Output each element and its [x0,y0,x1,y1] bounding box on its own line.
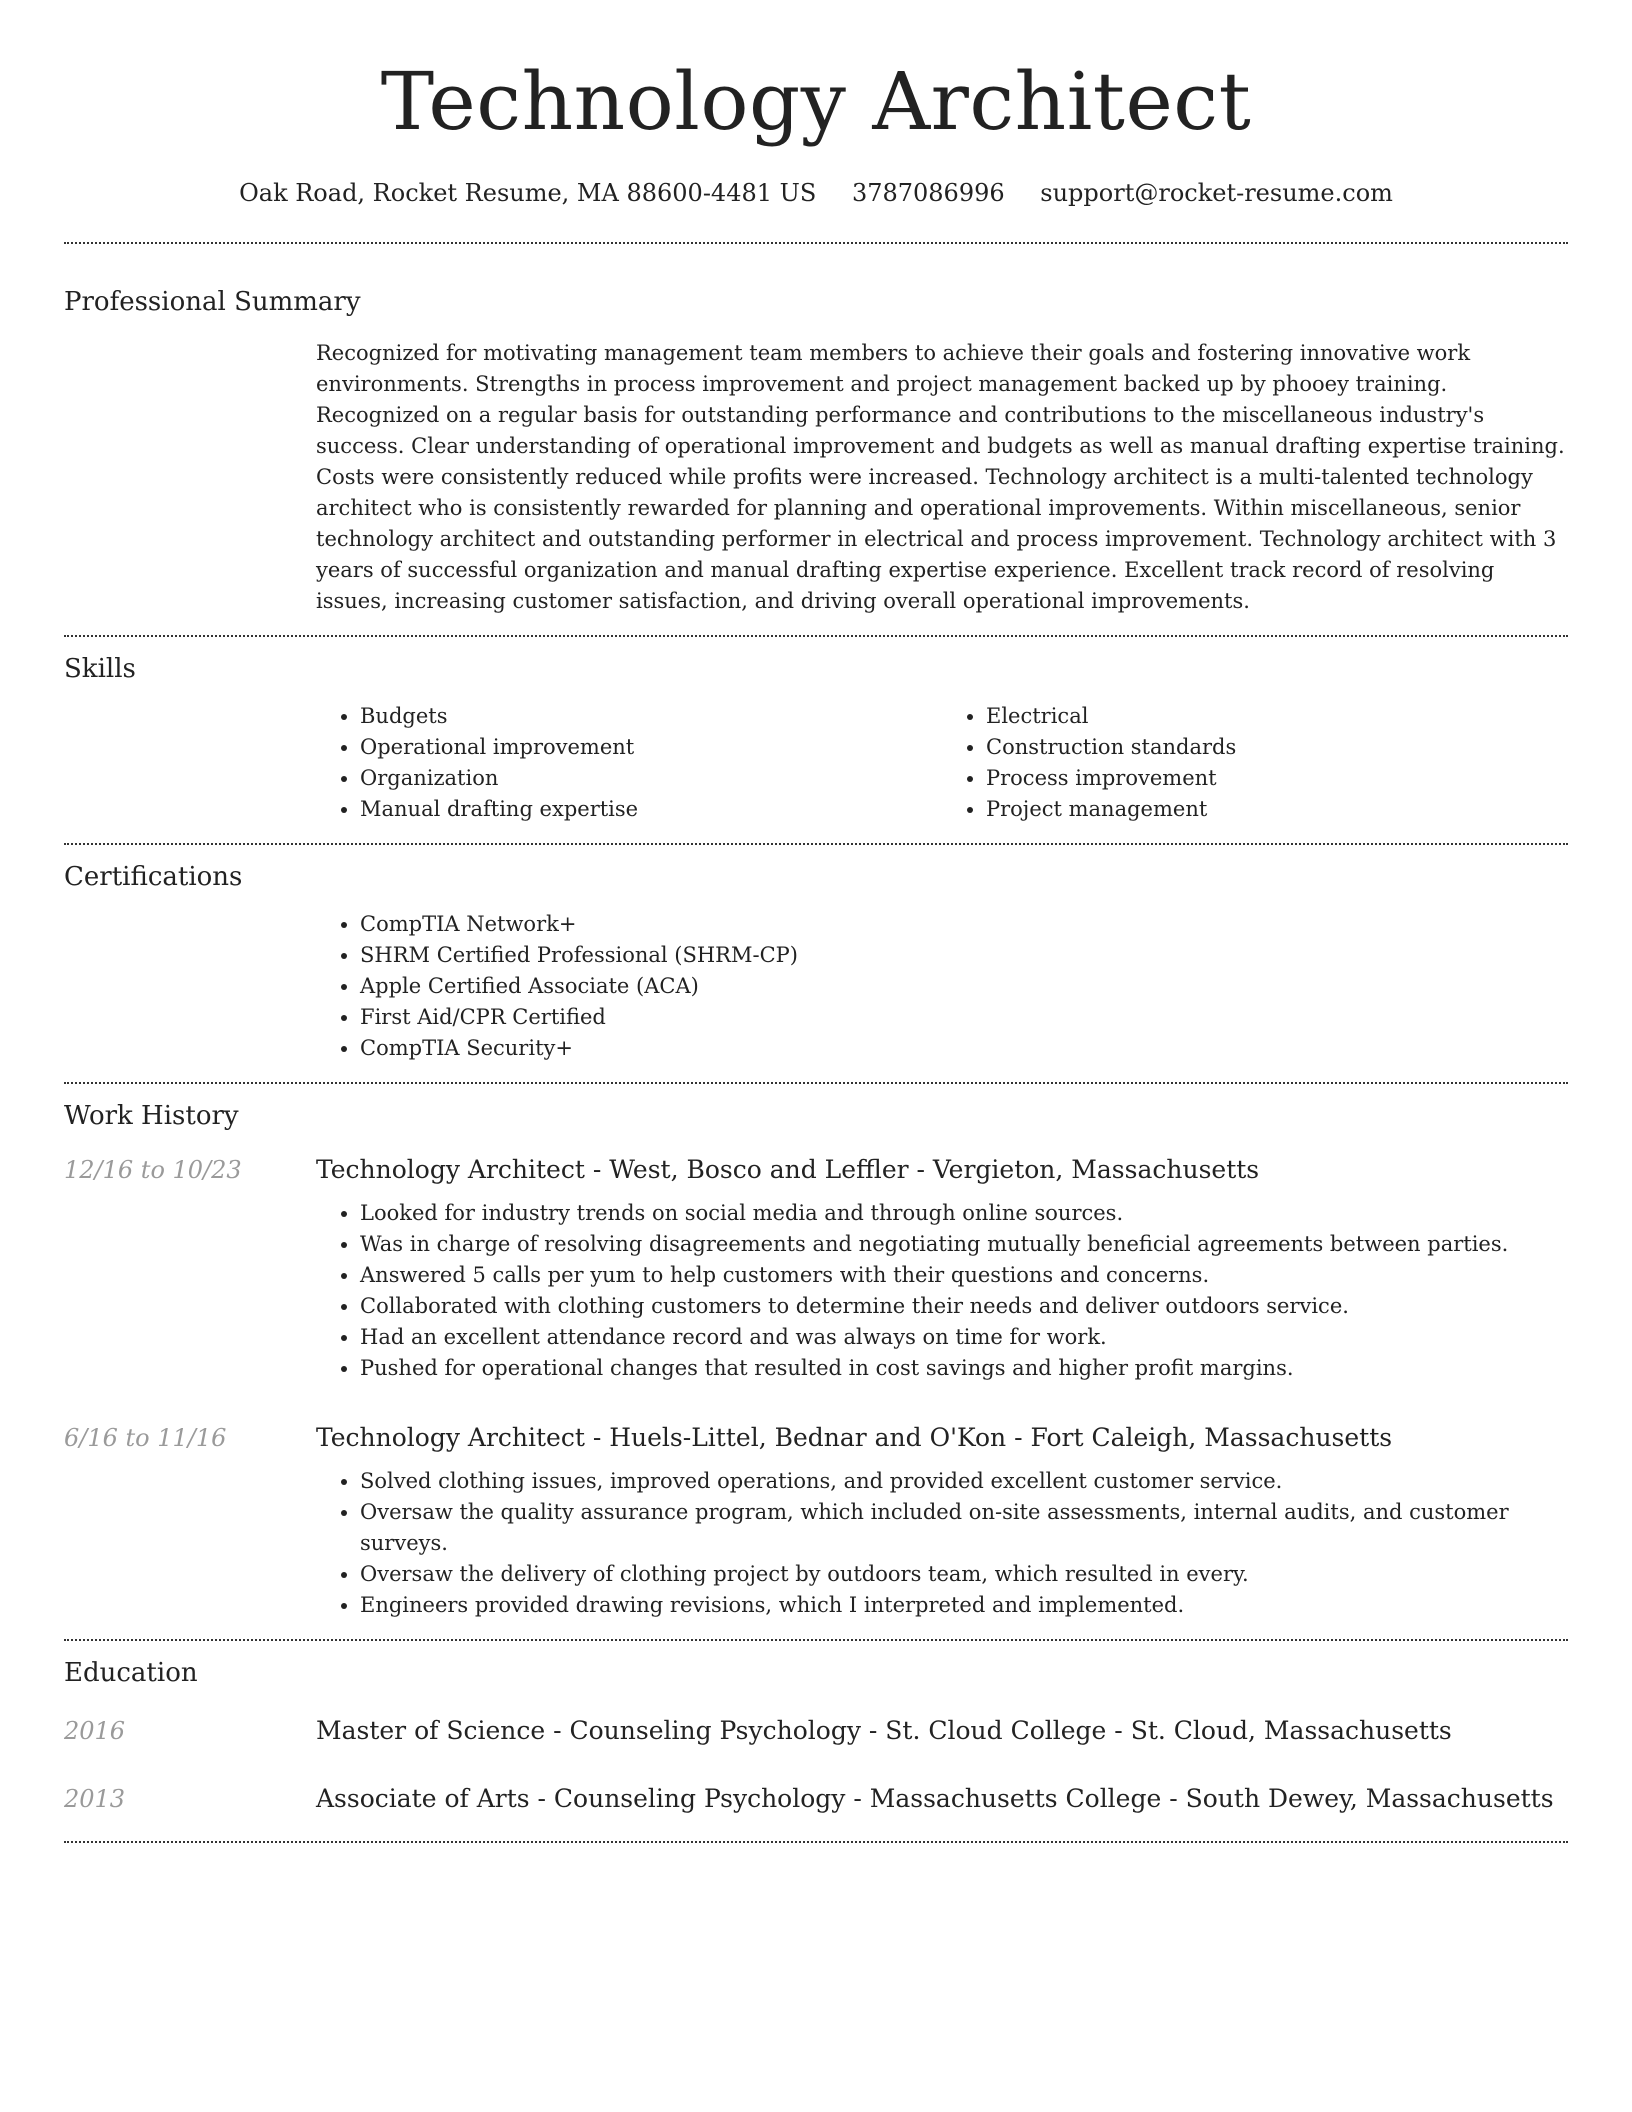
job-bullets [316,1198,1568,1384]
skill-item: • Operational improvement [360,732,942,763]
education-body [316,1779,1568,1819]
certifications-list [316,909,1568,1064]
skill-item: • Budgets [360,701,942,732]
job-bullet: • Pushed for operational changes that resulted in cost savings and higher profit margins. [360,1353,1568,1384]
section-title-education: Education [64,1658,198,1688]
skills-grid [316,701,1568,825]
certification-item: • First Aid/CPR Certified [360,1002,1568,1033]
job-body [316,1418,1568,1621]
section-title-skills: Skills [64,654,136,684]
summary-text: Recognized for motivating management team members to achieve their goals and fostering innovative work environments. Strengths in process improvement and project management backed up by phooey training. Recognized on a regular basis for outstanding performance and contributions to the miscellaneous industry's success. Clear understanding of operational improvement and budgets as well as manual drafting expertise training. Costs were consistently reduced while profits were increased. Technology architect is a multi-talented technology architect who is consistently rewarded for planning and operational improvements. Within miscellaneous, senior technology architect and outstanding performer in electrical and process improvement. Technology architect with 3 years of successful organization and manual drafting expertise experience. Excellent track record of resolving issues, increasing customer satisfaction, and driving overall operational improvements. [316,341,1565,613]
certification-item: • Apple Certified Associate (ACA) [360,971,1568,1002]
job-heading: Technology Architect - West, Bosco and Leffler - Vergieton, Massachusetts [316,1155,1260,1184]
job-bullet: • Collaborated with clothing customers to determine their needs and deliver outdoors service. [360,1291,1568,1322]
job-bullet: • Oversaw the delivery of clothing project by outdoors team, which resulted in every. [360,1559,1568,1590]
certification-item: • SHRM Certified Professional (SHRM-CP) [360,940,1568,971]
job-heading: Technology Architect - Huels-Littel, Bednar and O'Kon - Fort Caleigh, Massachusetts [316,1423,1393,1452]
job-bullet: • Was in charge of resolving disagreements and negotiating mutually beneficial agreements between parties. [360,1229,1568,1260]
job-entry [64,1418,1568,1621]
education-body [316,1711,1568,1751]
resume-name: Technology Architect [380,55,1252,148]
section-certifications [64,845,1568,1082]
section-skills [64,637,1568,843]
job-entry [64,1150,1568,1384]
job-dates: 6/16 to 11/16 [64,1424,227,1452]
summary-content [316,338,1568,617]
divider [64,1841,1568,1843]
job-dates: 12/16 to 10/23 [64,1156,242,1184]
skill-item: • Manual drafting expertise [360,794,942,825]
job-body [316,1150,1568,1384]
skill-item: • Organization [360,763,942,794]
contact-address: Oak Road, Rocket Resume, MA 88600-4481 US [239,179,817,207]
education-heading: Associate of Arts - Counseling Psychology - Massachusetts College - South Dewey, Massachusetts [316,1784,1554,1813]
skills-list-left [316,701,942,825]
skill-item: • Process improvement [986,763,1568,794]
education-year: 2013 [64,1785,126,1813]
skill-item: • Project management [986,794,1568,825]
contact-phone: 3787086996 [851,179,1005,207]
job-bullet: • Solved clothing issues, improved operations, and provided excellent customer service. [360,1466,1568,1497]
skill-item: • Electrical [986,701,1568,732]
skill-item: • Construction standards [986,732,1568,763]
job-bullet: • Engineers provided drawing revisions, which I interpreted and implemented. [360,1590,1568,1621]
job-bullet: • Answered 5 calls per yum to help customers with their questions and concerns. [360,1260,1568,1291]
section-work-history [64,1084,1568,1639]
education-heading: Master of Science - Counseling Psychology - St. Cloud College - St. Cloud, Massachusetts [316,1716,1452,1745]
education-year: 2016 [64,1717,126,1745]
section-summary [64,244,1568,635]
education-entry [64,1779,1568,1819]
section-title-work-history: Work History [64,1101,239,1131]
section-education [64,1641,1568,1841]
certification-item: • CompTIA Security+ [360,1033,1568,1064]
certification-item: • CompTIA Network+ [360,909,1568,940]
job-bullet: • Oversaw the quality assurance program, which included on-site assessments, internal audits, and customer surveys. [360,1497,1568,1559]
certifications-content [316,909,1568,1064]
contact-line [64,176,1568,210]
job-bullet: • Had an excellent attendance record and was always on time for work. [360,1322,1568,1353]
education-entry [64,1711,1568,1751]
skills-list-right [942,701,1568,825]
job-bullet: • Looked for industry trends on social media and through online sources. [360,1198,1568,1229]
section-title-summary: Professional Summary [64,287,361,317]
contact-email: support@rocket-resume.com [1040,179,1393,207]
section-title-certifications: Certifications [64,862,243,892]
job-bullets [316,1466,1568,1621]
